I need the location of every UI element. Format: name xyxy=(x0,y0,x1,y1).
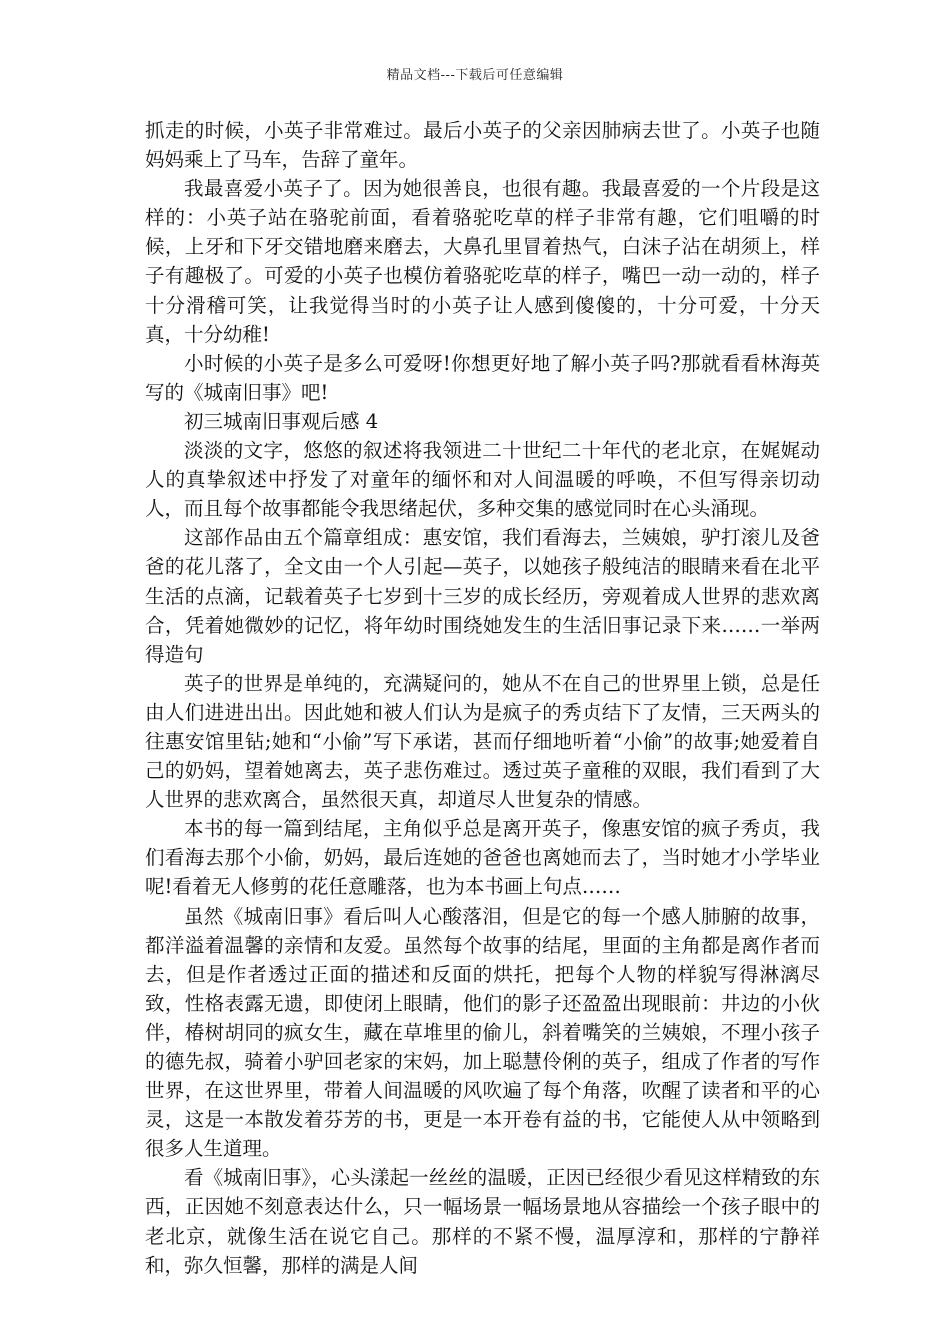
paragraph: 小时候的小英子是多么可爱呀!你想更好地了解小英子吗?那就看看林海英写的《城南旧事》吧! xyxy=(145,351,820,404)
paragraph: 英子的世界是单纯的，充满疑问的，她从不在自己的世界里上锁，总是任由人们进进出出。因此她和被人们认为是疯子的秀贞结下了友情，三天两头的往惠安馆里钻;她和“小偷”写下承诺，甚而仔细地听着“小偷”的故事;她爱着自己的奶妈，望着她离去，英子悲伤难过。透过英子童稚的双眼，我们看到了大人世界的悲欢离合，虽然很天真，却道尽人世复杂的情感。 xyxy=(145,671,820,812)
section-heading: 初三城南旧事观后感 4 xyxy=(184,409,379,433)
paragraph: 抓走的时候，小英子非常难过。最后小英子的父亲因肺病去世了。小英子也随妈妈乘上了马车，告辞了童年。 xyxy=(145,119,820,172)
paragraph: 虽然《城南旧事》看后叫人心酸落泪，但是它的每一个感人肺腑的故事，都洋溢着温馨的亲情和友爱。虽然每个故事的结尾，里面的主角都是离作者而去，但是作者透过正面的描述和反面的烘托，把每个人物的样貌写得淋漓尽致，性格表露无遗，即使闭上眼睛，他们的影子还盈盈出现眼前：井边的小伙伴，椿树胡同的疯女生，藏在草堆里的偷儿，斜着嘴笑的兰姨娘，不理小孩子的德先叔，骑着小驴回老家的宋妈，加上聪慧伶俐的英子，组成了作者的写作世界，在这世界里，带着人间温暖的风吹遍了每个角落，吹醒了读者和平的心灵，这是一本散发着芬芳的书，更是一本开卷有益的书，它能使人从中领略到很多人生道理。 xyxy=(145,904,820,1161)
document-body xyxy=(145,116,820,1280)
paragraph: 看《城南旧事》，心头漾起一丝丝的温暖，正因已经很少看见这样精致的东西，正因她不刻意表达什么，只一幅场景一幅场景地从容描绘一个孩子眼中的老北京，就像生活在说它自己。那样的不紧不慢，温厚淳和，那样的宁静祥和，弥久恒馨，那样的满是人间 xyxy=(145,1166,820,1277)
paragraph: 我最喜爱小英子了。因为她很善良，也很有趣。我最喜爱的一个片段是这样的：小英子站在骆驼前面，看着骆驼吃草的样子非常有趣，它们咀嚼的时候，上牙和下牙交错地磨来磨去，大鼻孔里冒着热气，白沫子沾在胡须上，样子有趣极了。可爱的小英子也模仿着骆驼吃草的样子，嘴巴一动一动的，样子十分滑稽可笑，让我觉得当时的小英子让人感到傻傻的，十分可爱，十分天真，十分幼稚! xyxy=(145,177,820,346)
paragraph: 本书的每一篇到结尾，主角似乎总是离开英子，像惠安馆的疯子秀贞，我们看海去那个小偷，奶妈，最后连她的爸爸也离她而去了，当时她才小学毕业呢!看着无人修剪的花任意雕落，也为本书画上句点…… xyxy=(145,817,820,899)
paragraph: 这部作品由五个篇章组成：惠安馆，我们看海去，兰姨娘，驴打滚儿及爸爸的花儿落了，全文由一个人引起—英子，以她孩子般纯洁的眼睛来看在北平生活的点滴，记载着英子七岁到十三岁的成长经历，旁观着成人世界的悲欢离合，凭着她微妙的记忆，将年幼时围绕她发生的生活旧事记录下来……一举两得造句 xyxy=(145,526,820,666)
page-header: 精品文档---下载后可任意编辑 xyxy=(386,68,564,83)
paragraph: 淡淡的文字，悠悠的叙述将我领进二十世纪二十年代的老北京，在娓娓动人的真挚叙述中抒发了对童年的缅怀和对人间温暖的呼唤，不但写得亲切动人，而且每个故事都能令我思绪起伏，多种交集的感觉同时在心头涌现。 xyxy=(145,439,820,521)
